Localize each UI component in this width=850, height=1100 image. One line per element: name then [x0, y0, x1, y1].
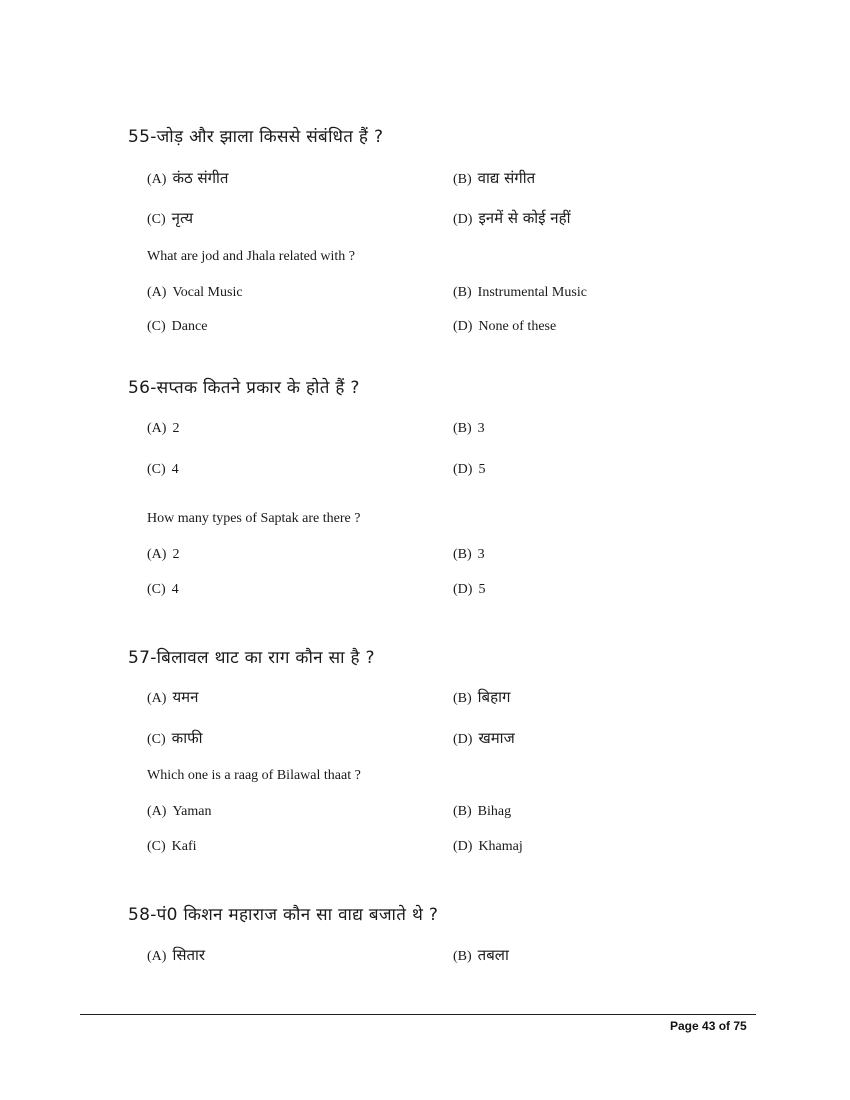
option-text: Bihag — [477, 804, 512, 819]
option-text: काफी — [171, 729, 203, 747]
option-text: नृत्य — [171, 209, 194, 227]
q56-hindi-option-d — [453, 461, 485, 478]
question-55-hindi: 55-जोड़ और झाला किससे संबंधित हैं ? — [128, 127, 384, 147]
q55-hindi-option-a — [147, 168, 228, 188]
option-text: Kafi — [171, 839, 197, 854]
footer-divider — [80, 1014, 756, 1015]
option-text: 3 — [477, 547, 485, 562]
question-58-hindi: 58-पं0 किशन महाराज कौन सा वाद्य बजाते थे ? — [128, 905, 439, 925]
option-label: (D) — [453, 319, 473, 334]
option-text: 4 — [171, 582, 179, 597]
option-text: 2 — [172, 547, 180, 562]
option-label: (D) — [453, 212, 473, 227]
option-label: (A) — [147, 949, 167, 964]
q56-hindi-option-a — [147, 420, 179, 437]
option-text: 4 — [171, 462, 179, 477]
q57-english-option-a — [147, 803, 211, 820]
option-text: None of these — [478, 319, 557, 334]
option-label: (A) — [147, 804, 167, 819]
option-text: Khamaj — [478, 839, 523, 854]
q56-english-option-d — [453, 581, 485, 598]
option-label: (B) — [453, 547, 472, 562]
option-text: 5 — [478, 462, 486, 477]
q57-hindi-option-d — [453, 728, 515, 748]
question-55-english: What are jod and Jhala related with ? — [147, 249, 355, 264]
option-text: सितार — [172, 946, 206, 964]
q56-english-option-b — [453, 546, 485, 563]
option-text: कंठ संगीत — [172, 169, 229, 187]
option-label: (C) — [147, 732, 166, 747]
option-label: (C) — [147, 462, 166, 477]
option-label: (A) — [147, 691, 167, 706]
q56-hindi-option-b — [453, 420, 485, 437]
option-label: (C) — [147, 582, 166, 597]
q55-hindi-option-b — [453, 168, 535, 188]
option-text: खमाज — [478, 729, 515, 747]
option-text: 2 — [172, 421, 180, 436]
q57-hindi-option-a — [147, 687, 198, 707]
option-label: (D) — [453, 582, 473, 597]
q56-english-option-c — [147, 581, 179, 598]
option-label: (D) — [453, 462, 473, 477]
option-label: (B) — [453, 421, 472, 436]
q55-english-option-a — [147, 284, 243, 301]
option-label: (A) — [147, 547, 167, 562]
q57-english-option-b — [453, 803, 511, 820]
q55-hindi-option-d — [453, 208, 571, 228]
option-text: इनमें से कोई नहीं — [478, 209, 571, 227]
page-number: Page 43 of 75 — [670, 1019, 747, 1033]
q55-english-option-b — [453, 284, 587, 301]
option-text: Dance — [171, 319, 208, 334]
option-text: Yaman — [172, 804, 212, 819]
q58-hindi-option-a — [147, 945, 205, 965]
option-text: Vocal Music — [172, 285, 243, 300]
option-text: यमन — [172, 688, 199, 706]
question-56-hindi: 56-सप्तक कितने प्रकार के होते हैं ? — [128, 378, 360, 398]
q56-english-option-a — [147, 546, 179, 563]
q57-hindi-option-c — [147, 728, 203, 748]
q58-hindi-option-b — [453, 945, 509, 965]
option-text: तबला — [477, 946, 509, 964]
option-text: बिहाग — [477, 688, 511, 706]
option-label: (A) — [147, 285, 167, 300]
option-label: (D) — [453, 839, 473, 854]
q57-hindi-option-b — [453, 687, 510, 707]
q55-english-option-d — [453, 318, 556, 335]
option-label: (C) — [147, 212, 166, 227]
option-text: वाद्य संगीत — [477, 169, 536, 187]
option-label: (D) — [453, 732, 473, 747]
option-text: 3 — [477, 421, 485, 436]
q56-hindi-option-c — [147, 461, 179, 478]
question-57-hindi: 57-बिलावल थाट का राग कौन सा है ? — [128, 648, 375, 668]
q55-hindi-option-c — [147, 208, 193, 228]
option-label: (C) — [147, 839, 166, 854]
question-56-english: How many types of Saptak are there ? — [147, 511, 361, 526]
option-label: (B) — [453, 691, 472, 706]
option-label: (A) — [147, 172, 167, 187]
q57-english-option-d — [453, 838, 523, 855]
option-label: (B) — [453, 172, 472, 187]
option-label: (C) — [147, 319, 166, 334]
option-label: (B) — [453, 949, 472, 964]
option-label: (A) — [147, 421, 167, 436]
option-text: Instrumental Music — [477, 285, 587, 300]
option-label: (B) — [453, 285, 472, 300]
option-text: 5 — [478, 582, 486, 597]
q57-english-option-c — [147, 838, 197, 855]
q55-english-option-c — [147, 318, 207, 335]
option-label: (B) — [453, 804, 472, 819]
question-57-english: Which one is a raag of Bilawal thaat ? — [147, 768, 361, 783]
